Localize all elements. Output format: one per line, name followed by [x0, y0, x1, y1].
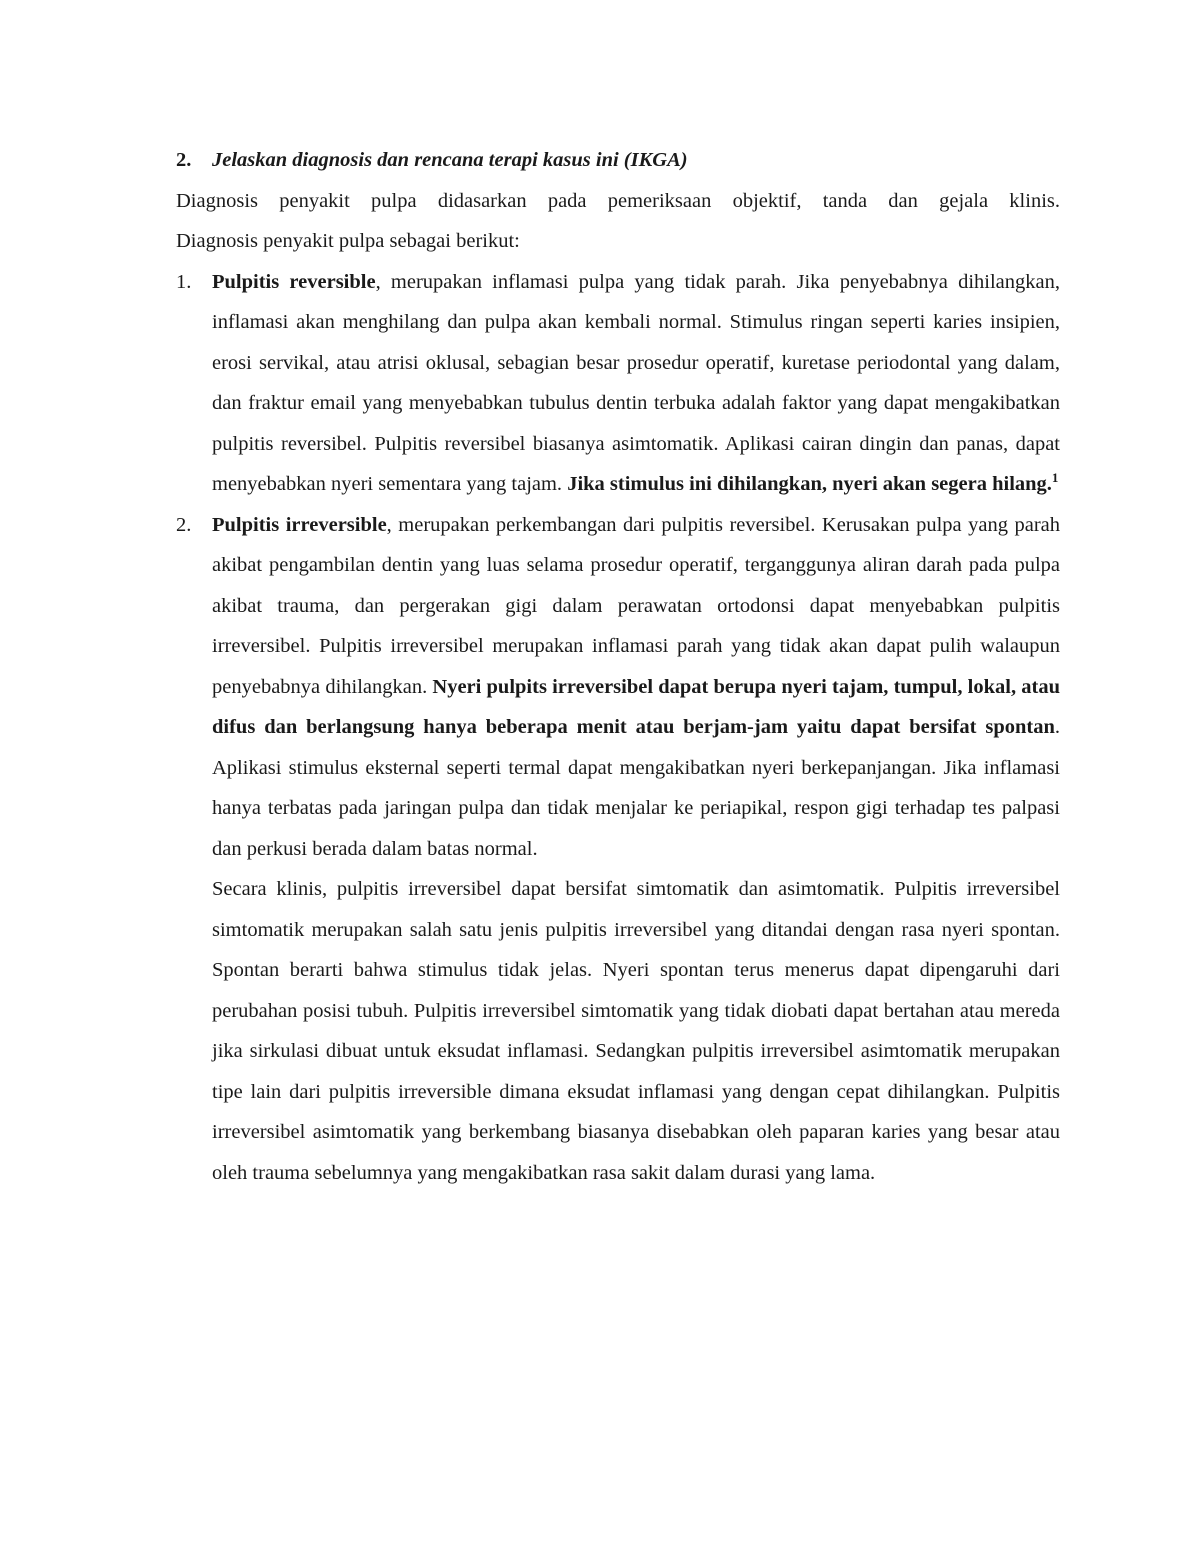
term-pulpitis-reversible: Pulpitis reversible: [212, 270, 376, 293]
term-pulpitis-irreversible: Pulpitis irreversible: [212, 513, 387, 536]
list-item-pulpitis-irreversible: [176, 505, 1060, 870]
clinical-continuation: Secara klinis, pulpitis irreversibel dapat bersifat simtomatik dan asimtomatik. Pulpitis irreversibel simtomatik merupakan salah satu jenis pulpitis irreversibel yang ditandai dengan rasa nyeri spontan. Spontan berarti bahwa stimulus tidak jelas. Nyeri spontan terus menerus dapat dipengaruhi dari perubahan posisi tubuh. Pulpitis irreversibel simtomatik yang tidak diobati dapat bertahan atau mereda jika sirkulasi dibuat untuk eksudat inflamasi. Sedangkan pulpitis irreversibel asimtomatik merupakan tipe lain dari pulpitis irreversible dimana eksudat inflamasi yang dengan cepat dihilangkan. Pulpitis irreversibel asimtomatik yang berkembang biasanya disebabkan oleh paparan karies yang besar atau oleh trauma sebelumnya yang mengakibatkan rasa sakit dalam durasi yang lama.: [212, 878, 1060, 1184]
section-title: Jelaskan diagnosis dan rencana terapi kasus ini (IKGA): [212, 149, 688, 171]
list-marker: 2.: [176, 513, 192, 536]
list-item-pulpitis-reversible: [176, 262, 1060, 505]
reversible-emphasis: Jika stimulus ini dihilangkan, nyeri akan segera hilang.: [567, 473, 1052, 495]
irreversible-description-cont: . Aplikasi stimulus eksternal seperti termal dapat mengakibatkan nyeri berkepanjangan. Jika inflamasi hanya terbatas pada jaringan pulpa dan tidak menjalar ke periapikal, respon gigi terhadap tes palpasi dan perkusi berada dalam batas normal.: [212, 716, 1060, 860]
intro-line-2: Diagnosis penyakit pulpa sebagai berikut:: [176, 230, 520, 252]
irreversible-description: , merupakan perkembangan dari pulpitis reversibel. Kerusakan pulpa yang parah akibat pengambilan dentin yang luas selama prosedur operatif, terganggunya aliran darah pada pulpa akibat trauma, dan pergerakan gigi dalam perawatan ortodonsi dapat menyebabkan pulpitis irreversibel. Pulpitis irreversibel merupakan inflamasi parah yang tidak akan dapat pulih walaupun penyebabnya dihilangkan.: [212, 513, 1061, 698]
irreversible-emphasis: Nyeri pulpits irreversibel dapat berupa nyeri tajam, tumpul, lokal, atau difus dan berlangsung hanya beberapa menit atau berjam-jam yaitu dapat bersifat spontan: [212, 675, 1060, 738]
document-body: [176, 140, 1060, 1193]
list-item-body: [212, 262, 1060, 505]
section-heading: [176, 140, 1060, 181]
reversible-description: , merupakan inflamasi pulpa yang tidak parah. Jika penyebabnya dihilangkan, inflamasi akan menghilang dan pulpa akan kembali normal. Stimulus ringan seperti karies insipien, erosi servikal, atau atrisi oklusal, sebagian besar prosedur operatif, kuretase periodontal yang dalam, dan fraktur email yang menyebabkan tubulus dentin terbuka adalah faktor yang dapat mengakibatkan pulpitis reversibel. Pulpitis reversibel biasanya asimtomatik. Aplikasi cairan dingin dan panas, dapat menyebabkan nyeri sementara yang tajam.: [212, 270, 1060, 495]
intro-line-1: Diagnosis penyakit pulpa didasarkan pada pemeriksaan objektif, tanda dan gejala klinis.: [176, 189, 1060, 212]
section-number: 2.: [176, 149, 192, 171]
list-item-body: [212, 505, 1060, 870]
list-marker: 1.: [176, 270, 192, 293]
diagnosis-list: [176, 262, 1060, 870]
footnote-ref: 1: [1051, 470, 1059, 486]
